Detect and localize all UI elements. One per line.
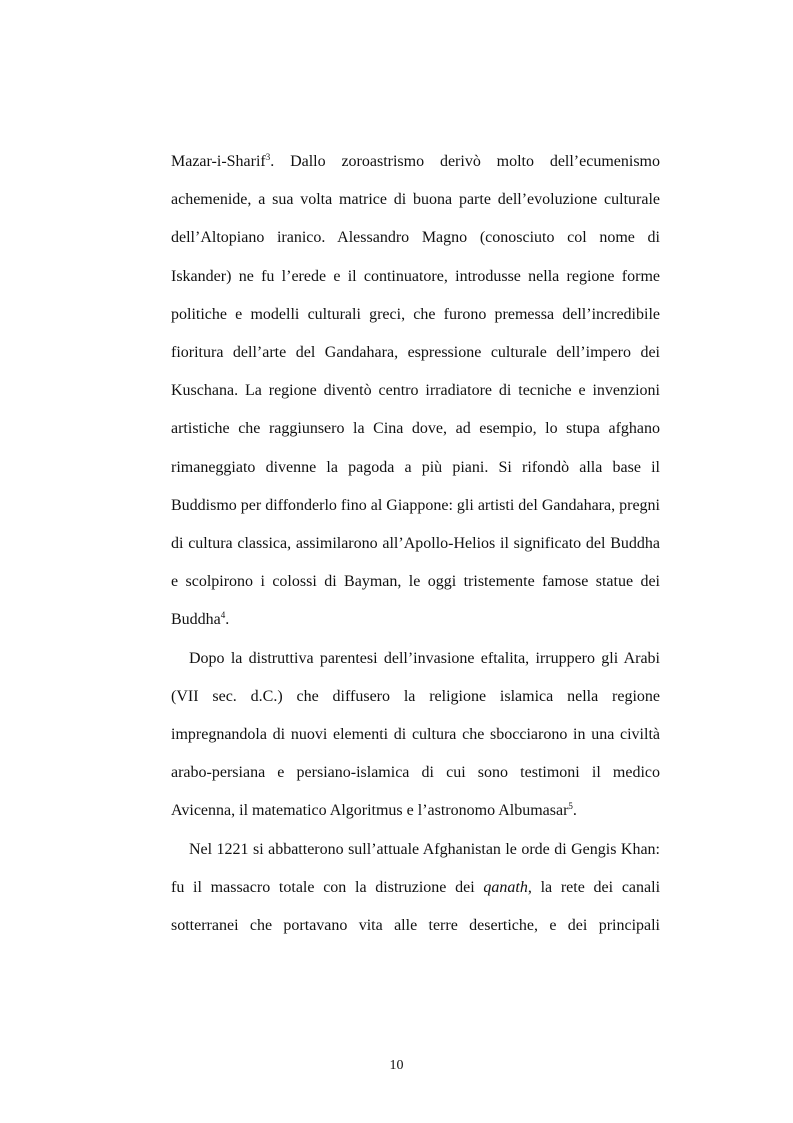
paragraph-3-italic-term: qanath: [483, 878, 528, 896]
paragraph-2: [171, 640, 660, 831]
body-text: [171, 143, 660, 945]
footnote-ref-5[interactable]: 5: [568, 801, 573, 812]
footnote-ref-4[interactable]: 4: [220, 610, 226, 621]
paragraph-2-text-b: .: [572, 802, 577, 820]
paragraph-1-text-b: . Dallo zoroastrismo derivò molto dell’ecumenismo achemenide, a sua volta matrice di buona parte dell’evoluzione culturale dell’Altopiano iranico. Alessandro Magno (conosciuto col nome di Iskander) ne fu l’erede e il continuatore, introdusse nella regione forme politiche e modelli culturali greci, che furono premessa dell’incredibile fioritura dell’arte del Gandahara, espressione culturale dell’impero dei Kuschana. La regione diventò centro irradiatore di tecniche e invenzioni artistiche che raggiunsero la Cina dove, ad esempio, lo stupa afghano rimaneggiato divenne la pagoda a più piani. Si rifondò alla base il Buddismo per diffonderlo fino al Giappone: gli artisti del Gandahara, pregni di cultura classica, assimilarono all’Apollo-Helios il significato del Buddha e scolpirono i colossi di Bayman, le oggi tristemente famose statue dei Buddha: [171, 153, 660, 629]
paragraph-3-text-a: Nel 1221 si abbatterono sull’attuale Afghanistan le orde di Gengis Khan: fu il massacro totale con la distruzione dei: [171, 840, 660, 896]
paragraph-3: [171, 831, 660, 946]
page-number: 10: [389, 1058, 404, 1073]
paragraph-1-text-a: Mazar-i-Sharif: [171, 153, 266, 170]
footnote-ref-3[interactable]: 3: [265, 152, 271, 162]
paragraph-3-text-b: , la rete dei canali sotterranei che portavano vita alle terre desertiche, e dei principali: [171, 878, 661, 935]
paragraph-2-text-a: Dopo la distruttiva parentesi dell’invasione eftalita, irruppero gli Arabi (VII sec. d.C.) che diffusero la religione islamica nella regione impregnandola di nuovi elementi di cultura che sbocciarono in una civiltà arabo-persiana e persiano-islamica di cui sono testimoni il medico Avicenna, il matematico Algoritmus e l’astronomo Albumasar: [171, 649, 660, 820]
paragraph-1: [171, 143, 660, 640]
paragraph-1-text-c: .: [225, 611, 230, 629]
